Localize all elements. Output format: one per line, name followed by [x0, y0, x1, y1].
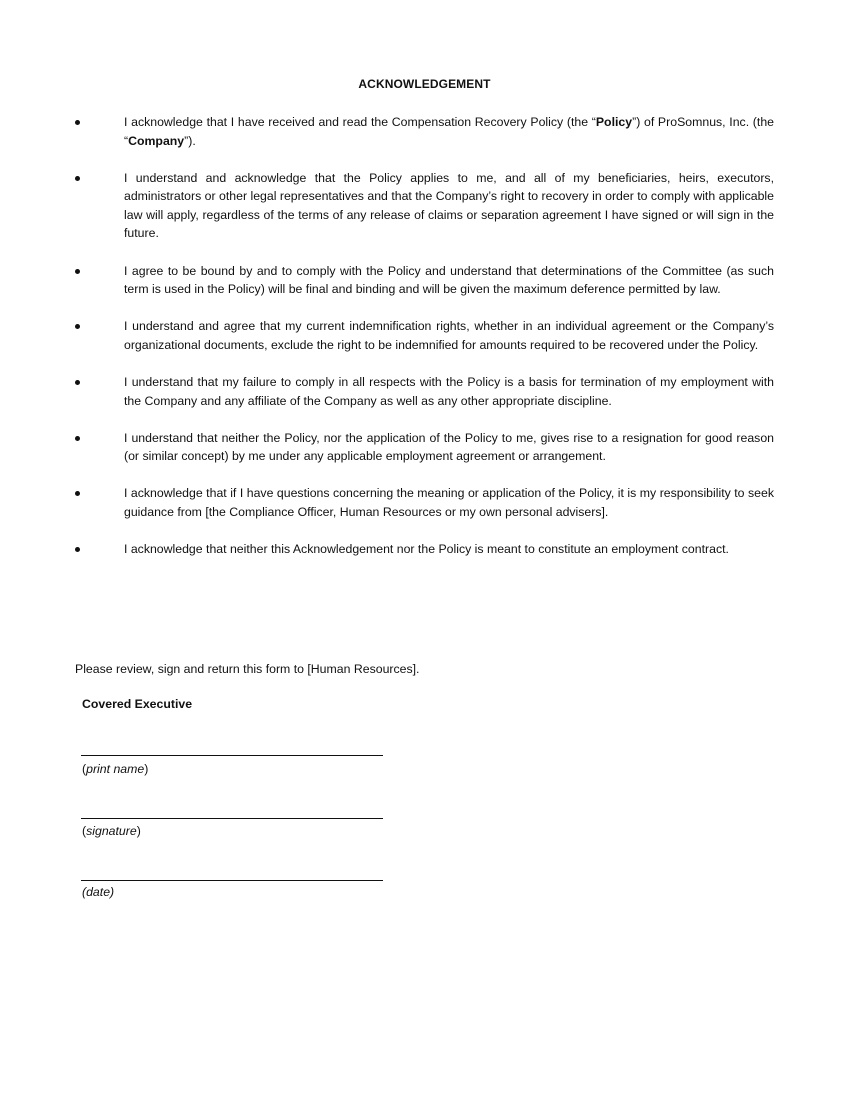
bullet-icon [75, 380, 80, 385]
list-item [0, 113, 849, 150]
policy-term: Policy [595, 115, 633, 129]
company-term: Company [128, 133, 185, 148]
bullet-text: I understand and agree that my current indemnification rights, whether in an individual agreement or the Company’s organizational documents, exclude the right to be indemnified for amounts required to be recovered under the Policy. [124, 319, 774, 352]
acknowledgement-list [0, 113, 849, 577]
bullet-icon [75, 436, 80, 441]
bullet-icon [75, 491, 80, 496]
return-instruction: Please review, sign and return this form to [Human Resources]. [75, 662, 420, 676]
bullet-icon [75, 176, 80, 181]
signature-line[interactable] [81, 818, 383, 819]
list-item [0, 262, 849, 299]
bullet-icon [75, 547, 80, 552]
bullet-text: I acknowledge that I have received and read the Compensation Recovery Policy (the “Policy”) of ProSomnus, Inc. (the “Company”). [124, 115, 774, 148]
bullet-icon [75, 120, 80, 125]
list-item [0, 317, 849, 354]
bullet-text: I acknowledge that neither this Acknowledgement nor the Policy is meant to constitute an employment contract. [124, 542, 729, 556]
bullet-icon [75, 324, 80, 329]
bullet-icon [75, 269, 80, 274]
list-item [0, 169, 849, 243]
covered-executive-label: Covered Executive [82, 697, 193, 711]
signature-caption: (signature) [82, 824, 141, 838]
document-title: ACKNOWLEDGEMENT [358, 77, 491, 91]
list-item [0, 540, 849, 559]
date-line[interactable] [81, 880, 383, 881]
bullet-text: I agree to be bound by and to comply with the Policy and understand that determinations of the Committee (as such term is used in the Policy) will be final and binding and will be given the maximum deference permitted by law. [124, 263, 774, 297]
date-caption: (date) [82, 885, 115, 899]
list-item [0, 484, 849, 521]
bullet-text: I acknowledge that if I have questions concerning the meaning or application of the Policy, it is my responsibility to seek guidance from [the Compliance Officer, Human Resources or my own personal advisers]. [124, 486, 774, 519]
bullet-text: I understand and acknowledge that the Policy applies to me, and all of my beneficiaries, heirs, executors, administrators or other legal representatives and that the Company’s right to recovery in order to comply with applicable law will apply, regardless of the terms of any release of claims or separation agreement I have signed or will sign in the future. [124, 170, 774, 241]
list-item [0, 373, 849, 410]
bullet-text: I understand that neither the Policy, nor the application of the Policy to me, gives rise to a resignation for good reason (or similar concept) by me under any applicable employment agreement or arrangement. [124, 430, 774, 464]
bullet-text: I understand that my failure to comply in all respects with the Policy is a basis for termination of my employment with the Company and any affiliate of the Company as well as any other appropriate discipline. [124, 374, 774, 408]
print-name-caption: (print name) [82, 762, 149, 776]
list-item [0, 429, 849, 466]
print-name-line[interactable] [81, 755, 383, 756]
